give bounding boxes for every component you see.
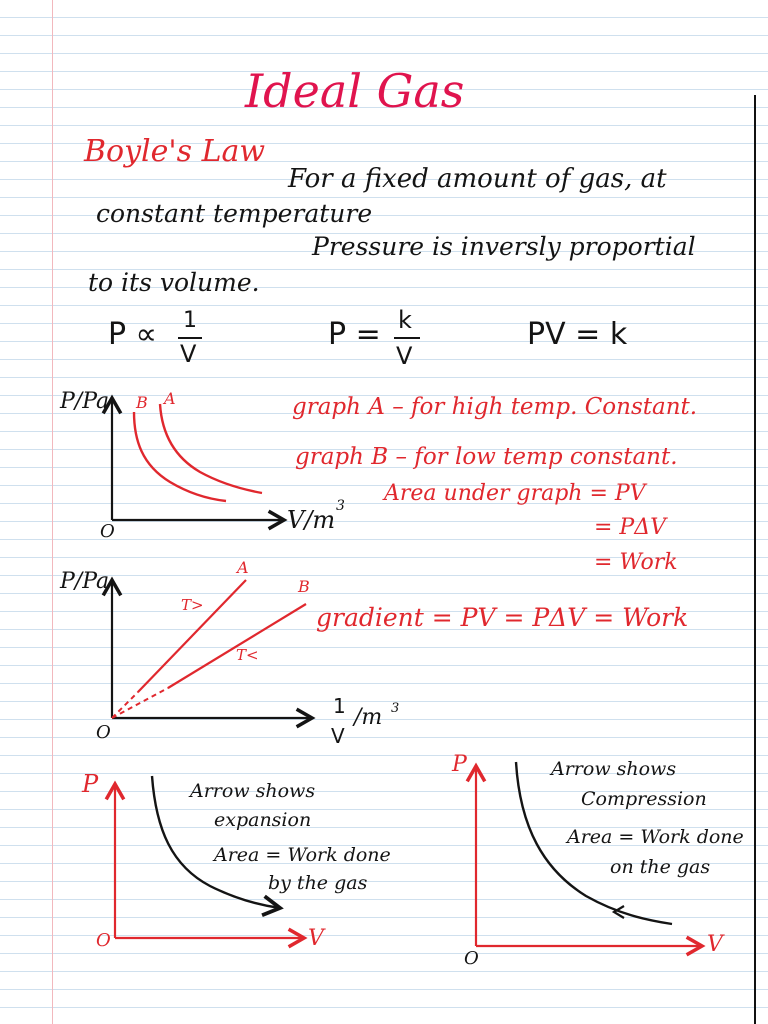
eq-proportional-lhs: P ∝: [108, 317, 158, 352]
graph1-x-label: V/m: [287, 506, 336, 534]
definition-line-1: For a fixed amount of gas, at: [288, 164, 667, 194]
graph1-origin: O: [100, 521, 115, 542]
graph2-line-a-label: A: [237, 558, 249, 577]
graph1-curve-a: [160, 404, 262, 493]
graph1-note-b: graph B – for low temp constant.: [295, 444, 678, 470]
graph1-note-a: graph A – for high temp. Constant.: [292, 394, 698, 420]
graph2-x-unit: /m: [354, 705, 383, 730]
eq-proportional-den: V: [180, 340, 197, 368]
graph1-area-2: = PΔV: [594, 515, 667, 540]
definition-line-4: to its volume.: [88, 268, 260, 297]
eq-equals-den: V: [396, 342, 413, 370]
graph1-area-1: Area under graph = PV: [384, 481, 646, 506]
graph1-curve-a-label: A: [164, 389, 176, 408]
graph4-note-2: Compression: [581, 788, 707, 810]
gradient-note: gradient = PV = PΔV = Work: [316, 603, 689, 632]
graph3-expansion-curve: [152, 776, 280, 908]
graph2-t-low-label: T<: [236, 646, 259, 664]
graph3-note-1: Arrow shows: [190, 780, 316, 802]
graph2-origin: O: [96, 722, 111, 743]
graph1-y-label: P/Pa: [60, 389, 110, 414]
graph2-x-unit-exp: 3: [391, 701, 400, 716]
graph3-x-label: V: [308, 926, 324, 951]
graph2-y-label: P/Pa: [60, 569, 110, 594]
graph4-note-4: on the gas: [610, 856, 711, 878]
section-heading: Boyle's Law: [84, 134, 266, 169]
graph2-x-num: 1: [333, 694, 346, 718]
graph3-note-2: expansion: [214, 809, 312, 831]
graph4-note-3: Area = Work done: [567, 826, 744, 848]
graph4-x-label: V: [707, 932, 723, 957]
graph2-t-high-label: T>: [181, 596, 204, 614]
graph3-origin: O: [96, 930, 111, 951]
eq-equals-lhs: P =: [328, 317, 381, 352]
eq-equals-num: k: [398, 306, 412, 334]
graph4-origin: O: [464, 948, 479, 969]
graph1-area-3: = Work: [594, 550, 678, 575]
graph1-x-label-exp: 3: [336, 498, 345, 514]
graph4-compression-curve: [516, 762, 672, 924]
eq-product: PV = k: [527, 317, 628, 352]
graph4-note-1: Arrow shows: [551, 758, 677, 780]
eq-proportional-num: 1: [183, 308, 197, 333]
graph2-line-b: [168, 604, 306, 688]
graph2-line-b-dashed: [112, 688, 168, 718]
graph2-line-a-dashed: [112, 692, 138, 718]
graph4-y-label: P: [452, 752, 467, 777]
graph3-y-label: P: [82, 770, 99, 798]
graph3-note-3: Area = Work done: [214, 844, 391, 866]
graph1-curve-b-label: B: [136, 393, 148, 412]
graph2-x-den: V: [331, 724, 345, 748]
definition-line-2: constant temperature: [96, 199, 373, 228]
graph2-line-b-label: B: [298, 577, 310, 596]
graph3-note-4: by the gas: [268, 872, 368, 894]
page-title: Ideal Gas: [245, 64, 465, 118]
graph2-line-a: [138, 580, 246, 692]
definition-line-3: Pressure is inversly proportial: [312, 232, 696, 261]
